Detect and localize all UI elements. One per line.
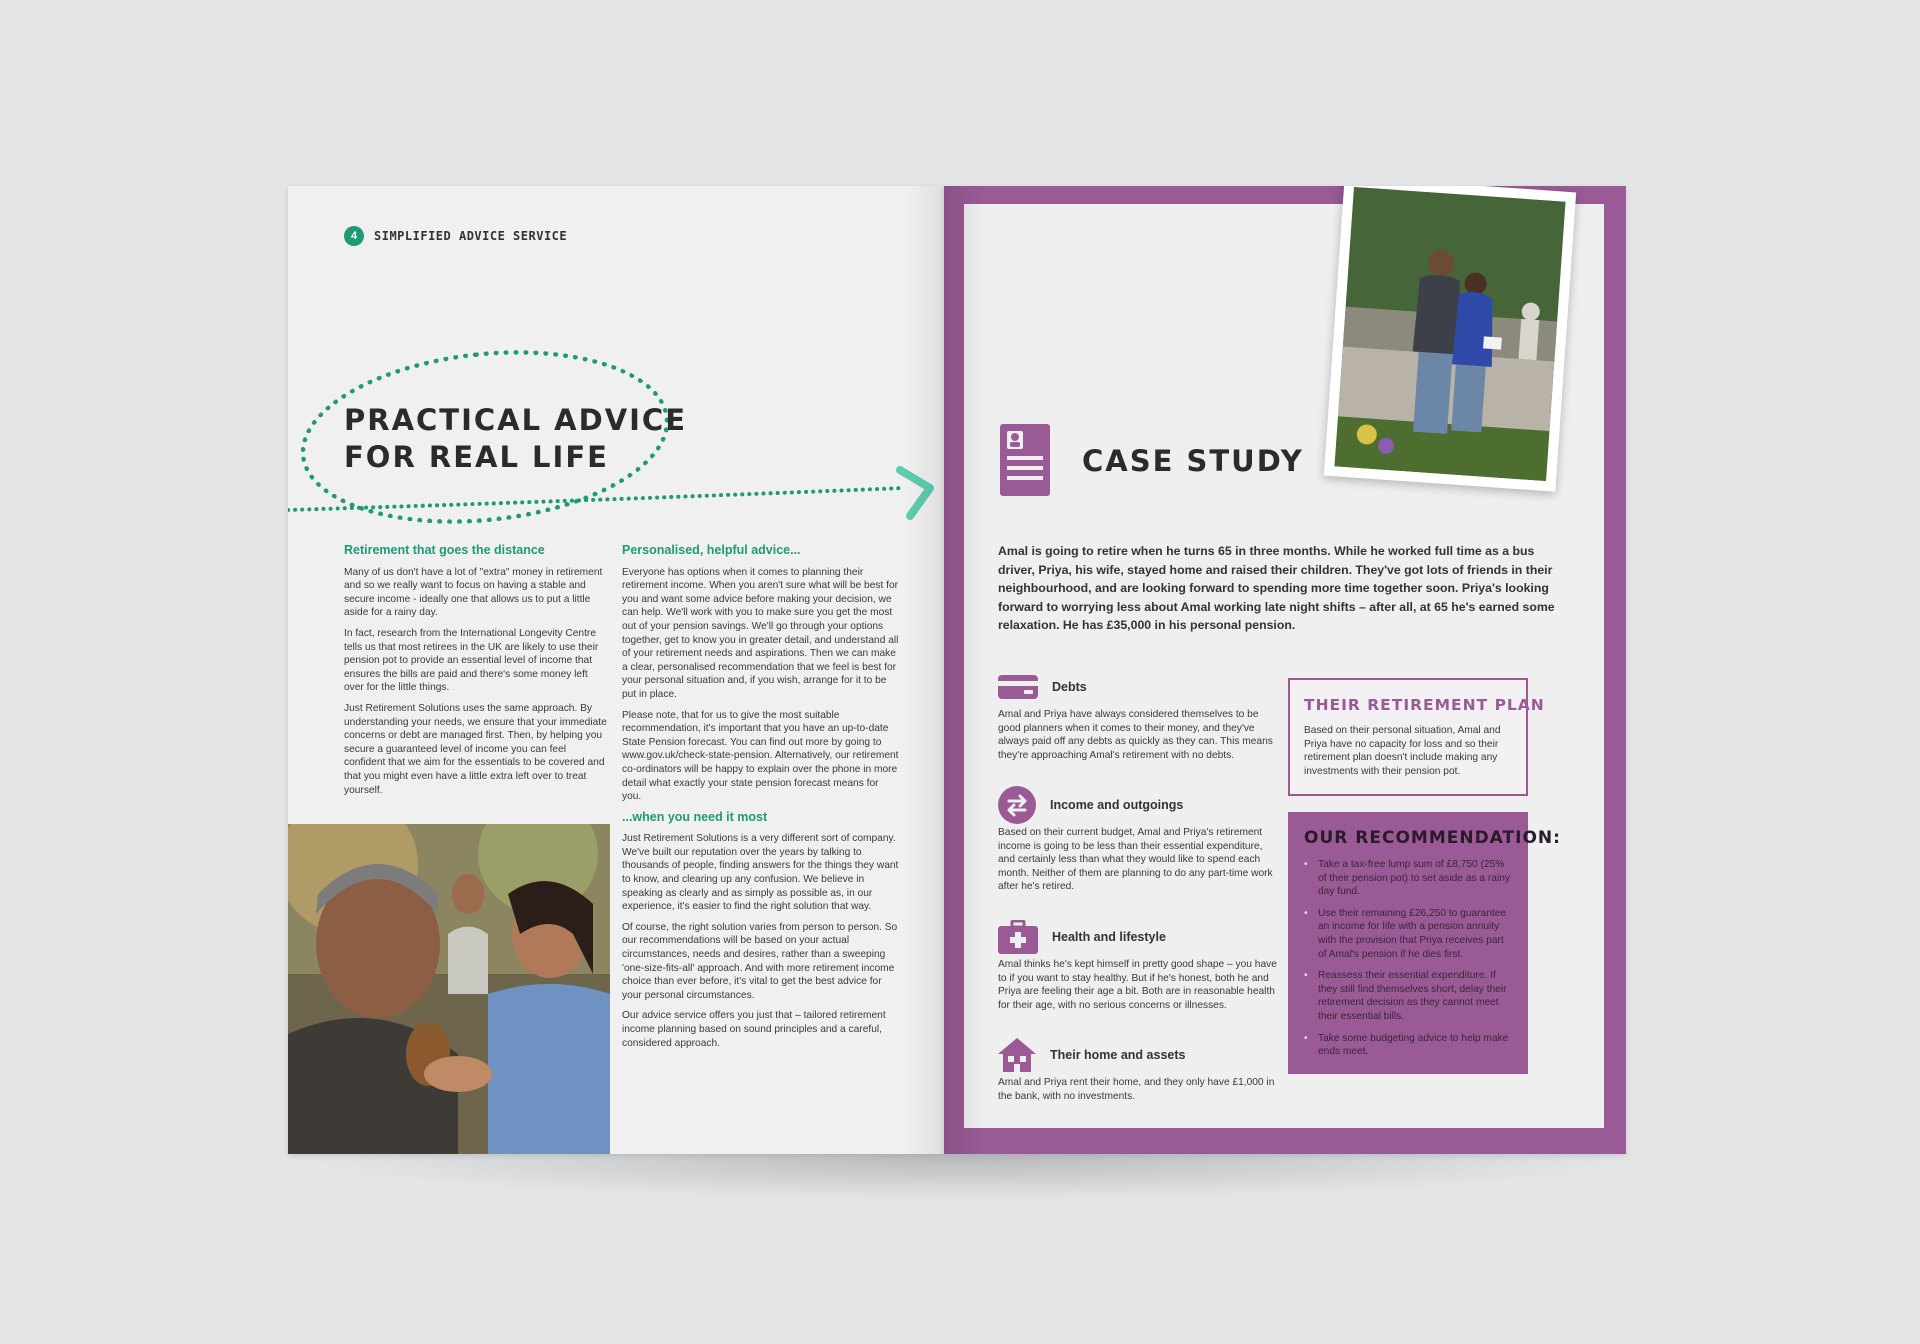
case-study-title: CASE STUDY — [1082, 444, 1304, 478]
recommendation-item: • Take a tax-free lump sum of £8,750 (25% of their pension pot) to set aside as a rainy day fund. — [1314, 858, 1512, 899]
page-number-badge: 4 — [344, 226, 364, 246]
heading-when-you-need: ...when you need it most — [622, 809, 768, 824]
family-photo-illustration — [288, 824, 610, 1154]
recommendation-title: OUR RECOMMENDATION: — [1304, 828, 1561, 848]
paragraph: Just Retirement Solutions uses the same approach. By understanding your needs, we ensure that your immediate concerns or debt are managed first. Then, by helping you secure a guaranteed level of income you can feel confident that we aim for the essentials to be covered and that you might even have a little extra left over to treat yourself. — [344, 702, 607, 796]
page-title — [344, 402, 687, 476]
item-text: Amal and Priya have always considered themselves to be good planners when it comes to their money, and they've always paid off any debts as quickly as they can. This means they're approaching Amal's retirement with no debts. — [998, 709, 1273, 761]
plan-text: Based on their personal situation, Amal and Priya have no capacity for loss and so their retirement plan doesn't include making any investments with their pension pot. — [1304, 725, 1501, 777]
item-text: Based on their current budget, Amal and Priya's retirement income is going to be less than their essential expenditure, and certainly less than what they would like to spend each month. Neither of them are planning to do any part-time work after he's retired. — [998, 827, 1273, 893]
paragraph: In fact, research from the International Longevity Centre tells us that most retirees in the UK are likely to use their pension pot to provide an essential level of income that ensures the bills are paid and there's some money left over for the little things. — [344, 627, 599, 694]
item-text: Amal and Priya rent their home, and they only have £1,000 in the bank, with no investments. — [998, 1077, 1275, 1102]
recommendation-list — [1304, 858, 1512, 1059]
case-study-intro: Amal is going to retire when he turns 65 in three months. While he worked full time as a bus driver, Priya, his wife, stayed home and raised their children. They've got lots of friends in their neighbourhood, and are looking forward to spending more time together soon. Priya's looking forward to worrying less about Amal working late night shifts – after all, at 65 he's earned some relaxation. He has £35,000 in his personal pension. — [998, 544, 1555, 632]
right-page-inner — [964, 204, 1604, 1128]
plan-title: THEIR RETIREMENT PLAN — [1304, 696, 1545, 714]
dotted-arrow-icon — [288, 466, 944, 526]
item-title: Their home and assets — [1050, 1048, 1186, 1062]
title-line-2: FOR REAL LIFE — [344, 440, 609, 474]
paragraph: Everyone has options when it comes to planning their retirement income. When you aren't sure what will be best for you and want some advice before making your decision, we can help. We'll work with you to make sure you get the most out of your pension savings. We'll go through your options together, get to know you in greater detail, and understand all of your retirement needs and aspirations. Then we can make a clear, personalised recommendation that we feel is best for your personal situation and, if you wish, arrange for it to be put in place. — [622, 566, 899, 700]
column-retirement — [344, 544, 608, 804]
medical-kit-icon — [998, 920, 1038, 954]
recommendation-item: • Reassess their essential expenditure. If they still find themselves short, delay their retirement decision as they cannot meet their essential bills. — [1314, 969, 1512, 1023]
item-income — [998, 788, 1278, 894]
retirement-plan-box — [1288, 678, 1545, 796]
recommendation-item: • Use their remaining £26,250 to guarantee an income for life with a pension annuity with the provision that Priya receives part of Amal's pension if he dies first. — [1314, 907, 1512, 961]
couple-photo-frame — [1324, 186, 1576, 492]
page-header — [344, 226, 567, 246]
right-page — [944, 186, 1626, 1154]
house-icon — [998, 1037, 1036, 1073]
heading-retirement: Retirement that goes the distance — [344, 543, 545, 557]
item-home — [998, 1038, 1278, 1103]
item-debts — [998, 670, 1278, 762]
recommendation-box — [1288, 812, 1561, 1074]
case-file-icon — [1000, 424, 1050, 496]
heading-personalised: Personalised, helpful advice... — [622, 543, 801, 557]
credit-card-icon — [998, 673, 1038, 701]
item-title: Income and outgoings — [1050, 798, 1184, 812]
item-title: Health and lifestyle — [1052, 930, 1166, 944]
item-health — [998, 920, 1278, 1012]
paragraph: Just Retirement Solutions is a very different sort of company. We've built our reputation over the years by talking to thousands of people, finding answers for the things they want to know, and clearing up any confusion. We believe in speaking as clearly and as simply as possible as, in our experience, it's easier to find the right solution that way. — [622, 833, 899, 913]
paragraph: Many of us don't have a lot of "extra" money in retirement and so we really want to focus on having a stable and secure income - ideally one that allows us to put a little aside for a rainy day. — [344, 566, 603, 619]
paragraph: Of course, the right solution varies from person to person. So our recommendations will be based on your actual circumstances, needs and desires, rather than a sweeping 'one-size-fits-all' approach. And with more retirement income choice than ever before, it's vital to get the best advice for your personal circumstances. — [622, 921, 898, 1001]
couple-photo-illustration — [1334, 187, 1565, 481]
couple-photo — [1334, 187, 1565, 481]
exchange-arrows-icon — [998, 786, 1036, 824]
paragraph: Please note, that for us to give the most suitable recommendation, it's important that you have an up-to-date State Pension forecast. You can find out more by going to www.gov.uk/check-state-pension. Alternatively, our retirement co-ordinators will be happy to explain over the phone in more detail what exactly your state pension forecast means for you. — [622, 709, 899, 803]
paragraph: Our advice service offers you just that – tailored retirement income planning based on sound principles and a careful, considered approach. — [622, 1010, 886, 1049]
title-line-1: PRACTICAL ADVICE — [344, 403, 688, 437]
column-advice — [622, 544, 900, 1057]
section-name: SIMPLIFIED ADVICE SERVICE — [374, 229, 568, 243]
family-photo — [288, 824, 610, 1154]
item-title: Debts — [1052, 680, 1087, 694]
left-page — [288, 186, 944, 1154]
item-text: Amal thinks he's kept himself in pretty good shape – you have to if you want to stay healthy. But if he's honest, both he and Priya are feeling their age a bit. Both are in reasonable health for their age, with no serious concerns or illnesses. — [998, 959, 1277, 1011]
recommendation-item: • Take some budgeting advice to help make ends meet. — [1314, 1032, 1512, 1059]
